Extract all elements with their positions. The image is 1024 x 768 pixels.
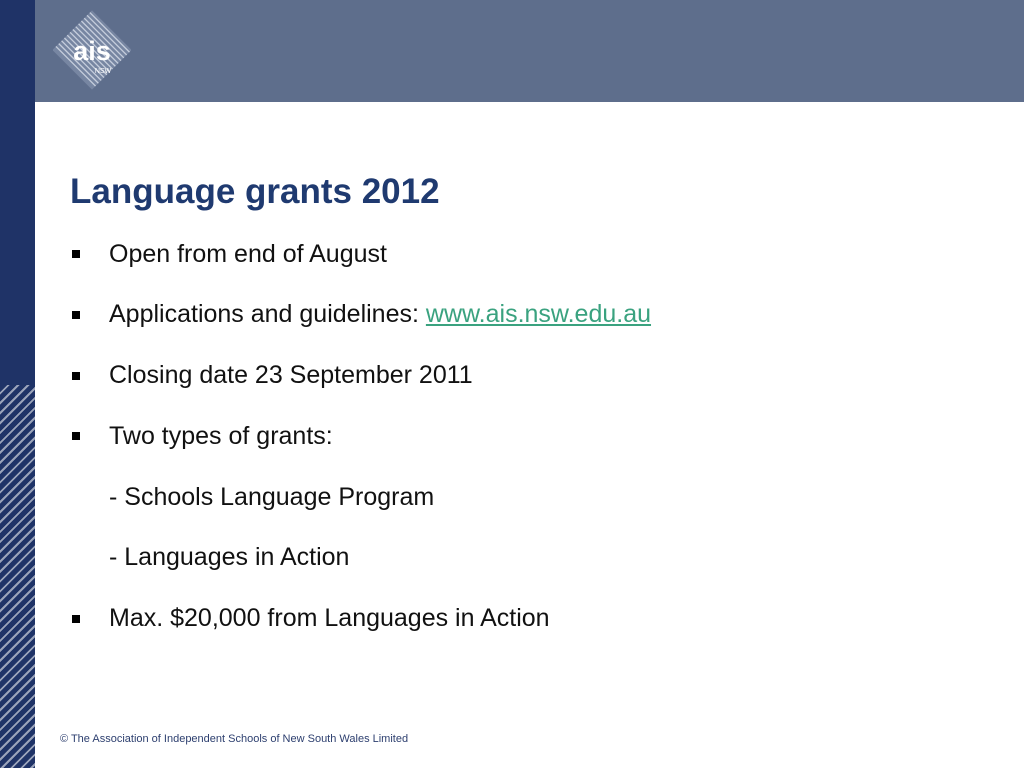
bullet-text: Applications and guidelines: bbox=[109, 300, 426, 329]
bullet-item-grant-types bbox=[70, 418, 990, 454]
bullet-item-applications bbox=[70, 297, 990, 333]
bullet-text: Closing date 23 September 2011 bbox=[109, 361, 473, 390]
bullet-text: Open from end of August bbox=[109, 239, 387, 268]
bullet-item-open bbox=[70, 236, 990, 272]
square-bullet-icon bbox=[70, 311, 109, 319]
slide-title: Language grants 2012 bbox=[70, 172, 440, 211]
side-bar-stripes bbox=[0, 385, 35, 768]
bullet-item-closing-date bbox=[70, 358, 990, 394]
square-bullet-icon bbox=[70, 615, 109, 623]
square-bullet-icon bbox=[70, 250, 109, 258]
ais-nsw-logo-icon bbox=[53, 10, 131, 90]
sub-item-text: - Languages in Action bbox=[109, 543, 350, 572]
bullet-text: Max. $20,000 from Languages in Action bbox=[109, 604, 550, 633]
header-band bbox=[35, 0, 1024, 102]
logo-text: ais bbox=[73, 36, 111, 66]
sub-item-text: - Schools Language Program bbox=[109, 482, 435, 511]
square-bullet-icon bbox=[70, 372, 109, 380]
bullet-list bbox=[70, 236, 990, 662]
website-link[interactable]: www.ais.nsw.edu.au bbox=[425, 300, 652, 329]
logo-subtext: NSW bbox=[94, 68, 112, 75]
bullet-item-max-amount bbox=[70, 601, 990, 637]
side-bar bbox=[0, 0, 35, 768]
square-bullet-icon bbox=[70, 432, 109, 440]
sub-item-languages-in-action bbox=[70, 540, 990, 576]
bullet-text: Two types of grants: bbox=[109, 421, 333, 450]
sub-item-schools-language-program bbox=[70, 479, 990, 515]
footer-copyright: © The Association of Independent Schools of New South Wales Limited bbox=[60, 733, 409, 745]
